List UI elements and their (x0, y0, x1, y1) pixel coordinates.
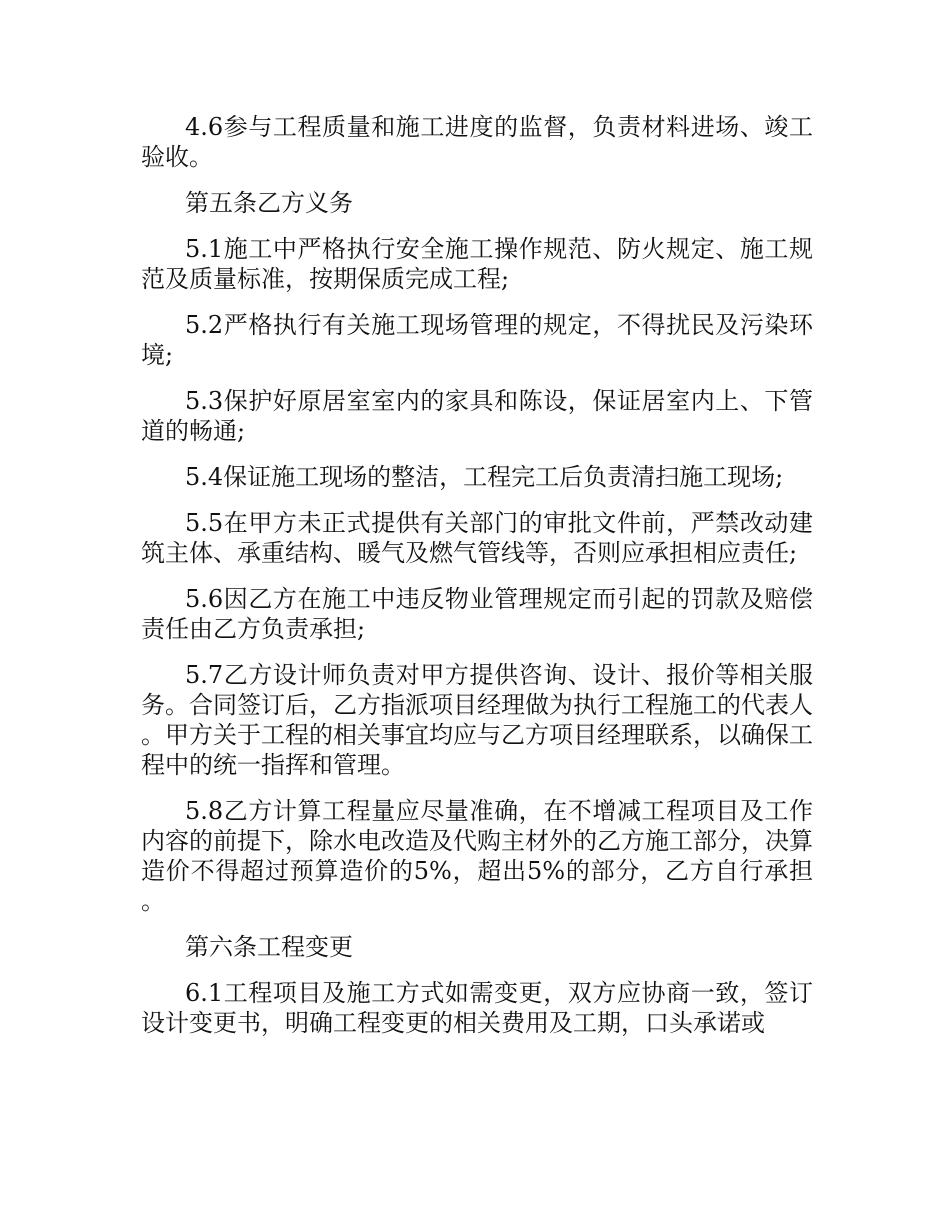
paragraph-5-7: 5.7乙方设计师负责对甲方提供咨询、设计、报价等相关服务。合同签订后，乙方指派项目经理做为执行工程施工的代表人。甲方关于工程的相关事宜均应与乙方项目经理联系，以确保工程中的统一指挥和管理。 (141, 661, 813, 779)
paragraph-4-6: 4.6参与工程质量和施工进度的监督，负责材料进场、竣工验收。 (141, 113, 813, 171)
document-body (141, 112, 813, 1054)
paragraph-5-1: 5.1施工中严格执行安全施工操作规范、防火规定、施工规范及质量标准，按期保质完成工程; (141, 235, 813, 293)
paragraph-5-2: 5.2严格执行有关施工现场管理的规定，不得扰民及污染环境; (141, 311, 813, 369)
paragraph-5-8: 5.8乙方计算工程量应尽量准确，在不增减工程项目及工作内容的前提下，除水电改造及代购主材外的乙方施工部分，决算造价不得超过预算造价的5%，超出5%的部分，乙方自行承担。 (141, 797, 813, 915)
heading-article-6: 第六条工程变更 (185, 933, 353, 961)
paragraph-5-6: 5.6因乙方在施工中违反物业管理规定而引起的罚款及赔偿责任由乙方负责承担; (141, 585, 813, 643)
paragraph-5-4: 5.4保证施工现场的整洁，工程完工后负责清扫施工现场; (185, 463, 784, 491)
paragraph-5-5: 5.5在甲方未正式提供有关部门的审批文件前，严禁改动建筑主体、承重结构、暖气及燃气管线等，否则应承担相应责任; (141, 509, 813, 567)
paragraph-6-1: 6.1工程项目及施工方式如需变更，双方应协商一致，签订设计变更书，明确工程变更的相关费用及工期，口头承诺或 (141, 979, 813, 1037)
heading-article-5: 第五条乙方义务 (185, 189, 353, 217)
paragraph-5-3: 5.3保护好原居室室内的家具和陈设，保证居室内上、下管道的畅通; (141, 387, 813, 445)
